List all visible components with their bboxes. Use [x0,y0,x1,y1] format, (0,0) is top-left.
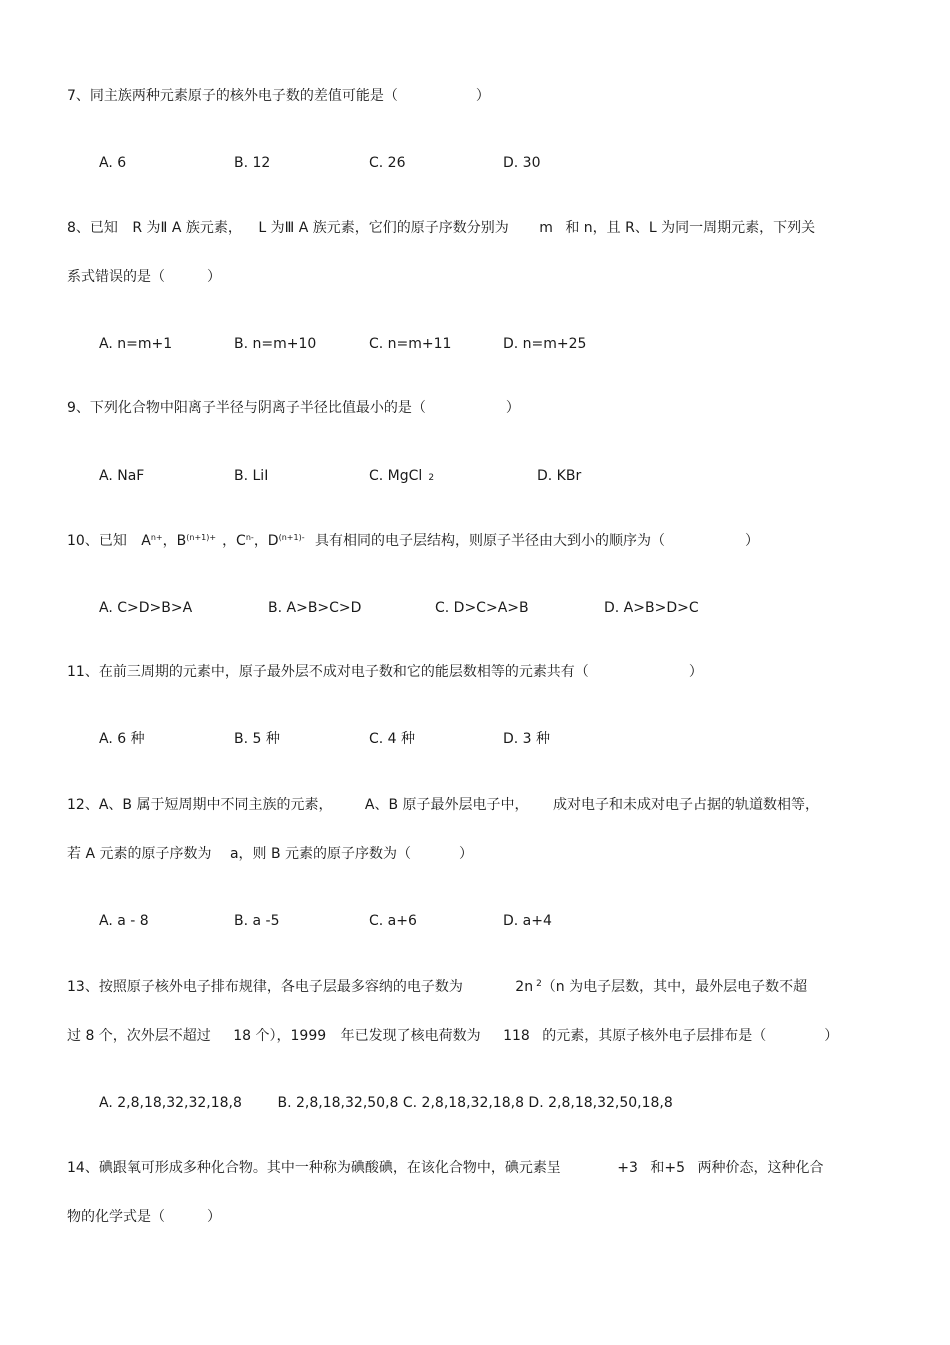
question-11-stem: 11、在前三周期的元素中，原子最外层不成对电子数和它的能层数相等的元素共有（ ） [67,664,703,680]
question-9-stem: 9、下列化合物中阳离子半径与阴离子半径比值最小的是（ ） [67,400,520,416]
option-b[interactable]: B. 5 种 [234,731,280,747]
option-d[interactable]: D. 30 [503,155,541,171]
option-a[interactable]: A. NaF [99,468,145,484]
option-d[interactable]: D. A>B>D>C [604,600,699,616]
option-d[interactable]: D. a+4 [503,913,552,929]
question-12-stem-cont: 若 A 元素的原子序数为 a，则 B 元素的原子序数为（ ） [67,846,474,862]
question-13-options[interactable]: A. 2,8,18,32,32,18,8 B. 2,8,18,32,50,8 C. 2,8,18,32,18,8 D. 2,8,18,32,50,18,8 [99,1095,673,1111]
question-8-stem-cont: 系式错误的是（ ） [67,269,221,285]
option-c[interactable]: C. 4 种 [369,731,416,747]
option-a[interactable]: A. n=m+1 [99,336,173,352]
option-c[interactable]: C. MgCl 2 [369,468,435,484]
option-c[interactable]: C. 26 [369,155,406,171]
question-13-stem: 13、按照原子核外电子排布规律，各电子层最多容纳的电子数为 2n $^2$（n 为电子层数，其中，最外层电子数不超 [67,979,808,995]
option-b[interactable]: B. A>B>C>D [268,600,362,616]
question-8-stem: 8、已知 R 为Ⅱ A 族元素， L 为Ⅲ A 族元素，它们的原子序数分别为 m 和 n，且 R、L 为同一周期元素，下列关 [67,220,816,236]
option-b[interactable]: B. n=m+10 [234,336,317,352]
option-c[interactable]: C. D>C>A>B [435,600,529,616]
option-c[interactable]: C. a+6 [369,913,417,929]
option-d[interactable]: D. KBr [537,468,582,484]
option-b[interactable]: B. LiI [234,468,269,484]
question-10-stem: 10、已知 $A^{n+}$，$B^{(n+1)+}$ ，$C^{n-}$，$D^{(n+1)-}$ 具有相同的电子层结构，则原子半径由大到小的顺序为（ ） [67,533,760,549]
question-14-stem-cont: 物的化学式是（ ） [67,1209,221,1225]
option-c[interactable]: C. n=m+11 [369,336,452,352]
option-d[interactable]: D. 3 种 [503,731,551,747]
question-14-stem: 14、碘跟氧可形成多种化合物。其中一种称为碘酸碘，在该化合物中，碘元素呈 +3 和+5 两种价态，这种化合 [67,1160,824,1176]
option-a[interactable]: A. 6 种 [99,731,145,747]
option-b[interactable]: B. a -5 [234,913,280,929]
option-d[interactable]: D. n=m+25 [503,336,587,352]
question-12-stem: 12、A、B 属于短周期中不同主族的元素， A、B 原子最外层电子中， 成对电子和未成对电子占据的轨道数相等， [67,797,819,813]
question-7-stem: 7、同主族两种元素原子的核外电子数的差值可能是（ ） [67,88,490,104]
option-a[interactable]: A. C>D>B>A [99,600,193,616]
question-13-stem-cont: 过 8 个，次外层不超过 18 个），1999 年已发现了核电荷数为 118 的元素，其原子核外电子层排布是（ ） [67,1028,839,1044]
option-a[interactable]: A. 6 [99,155,127,171]
option-b[interactable]: B. 12 [234,155,271,171]
option-a[interactable]: A. a - 8 [99,913,149,929]
